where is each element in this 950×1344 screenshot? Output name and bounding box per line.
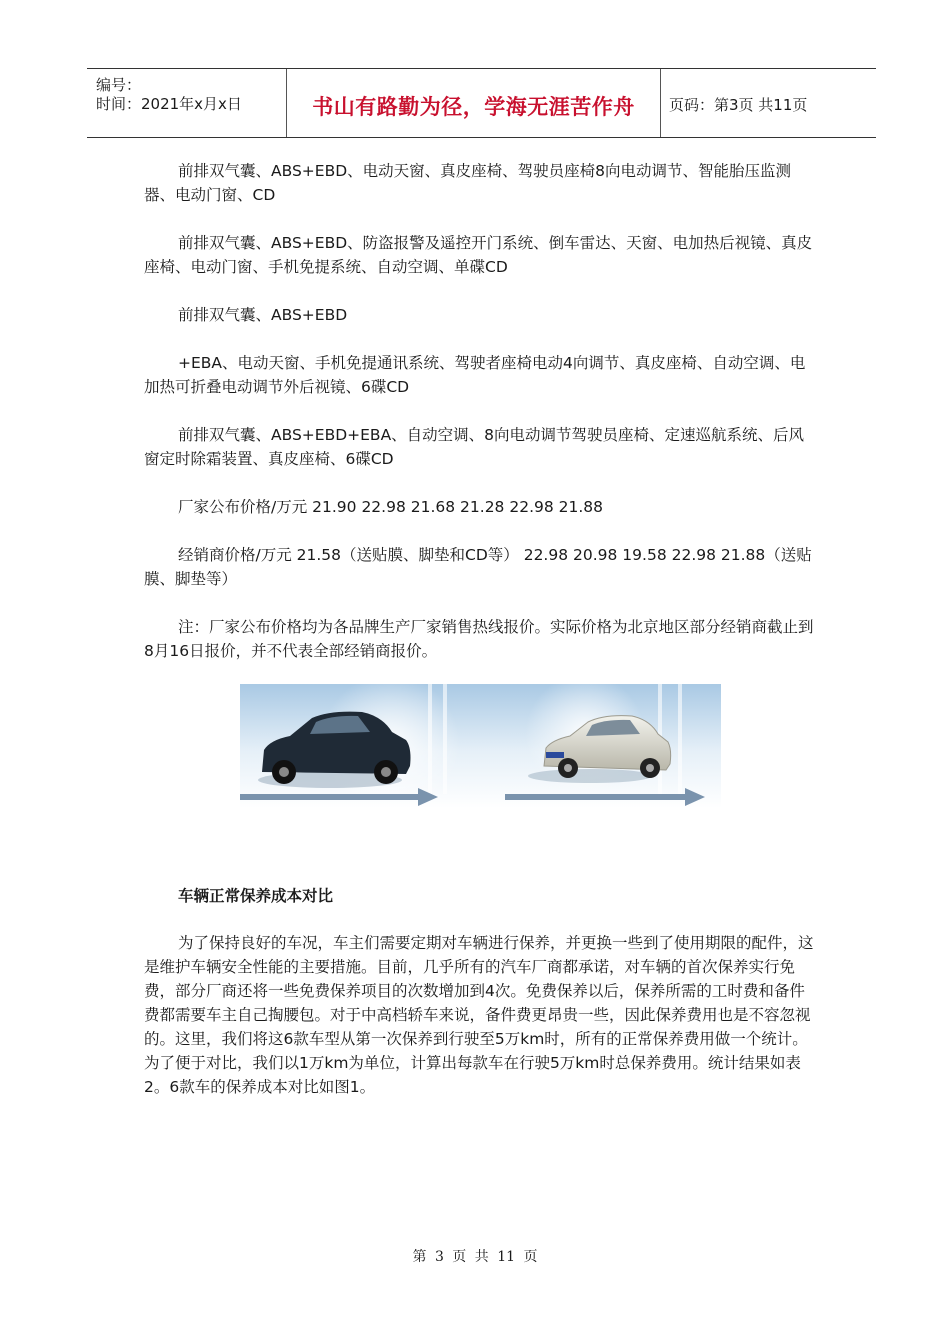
document-time-label: 时间：2021年x月x日 xyxy=(96,95,242,113)
section-title: 车辆正常保养成本对比 xyxy=(178,887,334,905)
car-comparison-image xyxy=(240,684,721,808)
paragraph-3: 前排双气囊、ABS+EBD xyxy=(178,306,348,324)
section-body: 为了保持良好的车况，车主们需要定期对车辆进行保养，并更换一些到了使用期限的配件，这是维护车辆安全性能的主要措施。目前，几乎所有的汽车厂商都承诺，对车辆的首次保养实行免费，部分厂商还将一些免费保养项目的次数增加到4次。免费保养以后，保养所需的工时费和备件费都需要车主自己掏腰包。对于中高档轿车来说，备件费更昂贵一些，因此保养费用也是不容忽视的。这里，我们将这6款车型从第一次保养到行驶至5万km时，所有的正常保养费用做一个统计。为了便于对比，我们以1万km为单位，计算出每款车在行驶5万km时总保养费用。统计结果如表2。6款车的保养成本对比如图1。 xyxy=(144,934,814,1096)
paragraph-5: 前排双气囊、ABS+EBD+EBA、自动空调、8向电动调节驾驶员座椅、定速巡航系统、后风窗定时除霜装置、真皮座椅、6碟CD xyxy=(144,426,805,468)
factory-price-line: 厂家公布价格/万元 21.90 22.98 21.68 21.28 22.98 21.88 xyxy=(178,498,604,516)
paragraph-1: 前排双气囊、ABS+EBD、电动天窗、真皮座椅、驾驶员座椅8向电动调节、智能胎压监测器、电动门窗、CD xyxy=(144,162,792,204)
header-motto: 书山有路勤为径，学海无涯苦作舟 xyxy=(312,95,635,119)
price-note: 注：厂家公布价格均为各品牌生产厂家销售热线报价。实际价格为北京地区部分经销商截止到8月16日报价，并不代表全部经销商报价。 xyxy=(144,618,814,660)
car-banner-svg xyxy=(240,684,721,808)
paragraph-2: 前排双气囊、ABS+EBD、防盗报警及遥控开门系统、倒车雷达、天窗、电加热后视镜、真皮座椅、电动门窗、手机免提系统、自动空调、单碟CD xyxy=(144,234,813,276)
header-meta-cell xyxy=(87,69,287,137)
header-motto-cell xyxy=(287,69,661,137)
page-footer: 第 3 页 共 11 页 xyxy=(412,1249,538,1265)
dealer-price-line: 经销商价格/万元 21.58（送贴膜、脚垫和CD等） 22.98 20.98 19.58 22.98 21.88（送贴膜、脚垫等） xyxy=(144,546,812,588)
document-code-label: 编号： xyxy=(96,76,142,94)
paragraph-4: +EBA、电动天窗、手机免提通讯系统、驾驶者座椅电动4向调节、真皮座椅、自动空调、电加热可折叠电动调节外后视镜、6碟CD xyxy=(144,354,806,396)
header-page-number: 页码：第3页 共11页 xyxy=(669,96,808,114)
page-header xyxy=(87,68,876,138)
header-page-cell xyxy=(661,69,876,137)
